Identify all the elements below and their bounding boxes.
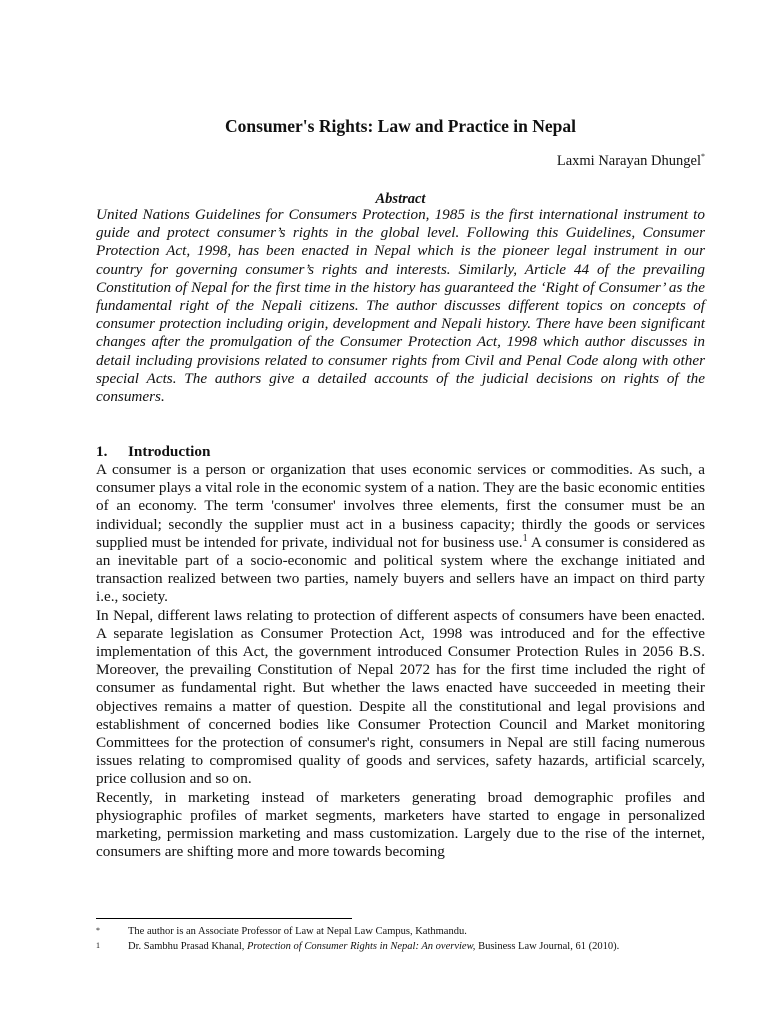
footnote-author (96, 926, 705, 939)
footnote-text (128, 941, 705, 954)
section-title: Introduction (128, 443, 211, 460)
footnote-citation-title: Protection of Consumer Rights in Nepal: An overview, (246, 940, 476, 952)
paragraph-1-text-b: A consumer is considered as an inevitable part of a socio-economic and political system where the exchange initiated and transaction realized between two parties, namely buyers and sellers have an impact on third party i.e., society. (96, 533, 706, 606)
paper-title: Consumer's Rights: Law and Practice in Nepal (225, 116, 576, 136)
paragraph-2: In Nepal, different laws relating to protection of different aspects of consumers have been enacted. A separate legislation as Consumer Protection Act, 1998 was introduced and for the effective implementation of this Act, the government introduced Consumer Protection Rules in 2056 B.S. Moreover, the prevailing Constitution of Nepal 2072 has for the first time included the right of consumer as fundamental right. But whether the laws enacted have succeeded in meeting their objectives remains a matter of question. Despite all the constitutional and legal provisions and establishment of concerned bodies like Consumer Protection Council and Market monitoring Committees for the protection of consumer's right, consumers in Nepal are still facing numerous issues relating to compromised quality of goods and services, safety hazards, artificial scarcely, price collusion and so on. (96, 606, 705, 788)
paragraph-1-text-a: A consumer is a person or organization that uses economic services or commodities. As such, a consumer plays a vital role in the economic system of a nation. They are the basic economic entities of an economy. The term 'consumer' involves three elements, first the consumer must be an individual; secondly the supplier must act in a business capacity; thirdly the goods or services supplied must be intended for private, individual not for business use. (96, 461, 705, 551)
body-text (96, 461, 705, 861)
footnote-separator (96, 918, 352, 919)
footnote-ref-1: 1 (522, 532, 528, 544)
footnotes (96, 926, 705, 955)
section-number: 1. (96, 443, 108, 460)
paragraph-1 (96, 461, 705, 607)
footnote-citation-author: Dr. Sambhu Prasad Khanal, (128, 940, 247, 952)
footnote-mark: * (96, 926, 100, 935)
author-name: Laxmi Narayan Dhungel (556, 153, 701, 169)
footnote-mark: 1 (96, 940, 100, 950)
abstract-heading: Abstract (375, 191, 426, 207)
abstract-text: United Nations Guidelines for Consumers Protection, 1985 is the first international instrument to guide and protect consumer’s rights in the global level. Following this Guidelines, Consumer Protection Act, 1998, has been enacted in Nepal which is the pioneer legal instrument in our country for governing consumer’s rights and interests. Similarly, Article 44 of the prevailing Constitution of Nepal for the first time in the history has guaranteed the ‘Right of Consumer’ as the fundamental right of the Nepali citizens. The author discusses different topics on concepts of consumer protection including origin, development and Nepali history. There have been significant changes after the promulgation of the Consumer Protection Act, 1998 which author discusses in detail including provisions related to consumer rights from Civil and Penal Code along with other special Acts. The authors give a detailed accounts of the judicial decisions on rights of the consumers. (96, 206, 705, 406)
section-heading (96, 443, 210, 461)
author-line (557, 151, 705, 171)
document-page (96, 0, 705, 1024)
footnote-citation-source: Business Law Journal, 61 (2010). (475, 940, 620, 952)
footnote-1 (96, 941, 705, 954)
footnote-text: The author is an Associate Professor of Law at Nepal Law Campus, Kathmandu. (128, 926, 467, 937)
paragraph-3: Recently, in marketing instead of marketers generating broad demographic profiles and physiographic profiles of market segments, marketers have started to engage in personalized marketing, permission marketing and mass customization. Largely due to the rise of the internet, consumers are shifting more and more towards becoming (96, 788, 705, 861)
author-footnote-marker: * (701, 152, 705, 162)
